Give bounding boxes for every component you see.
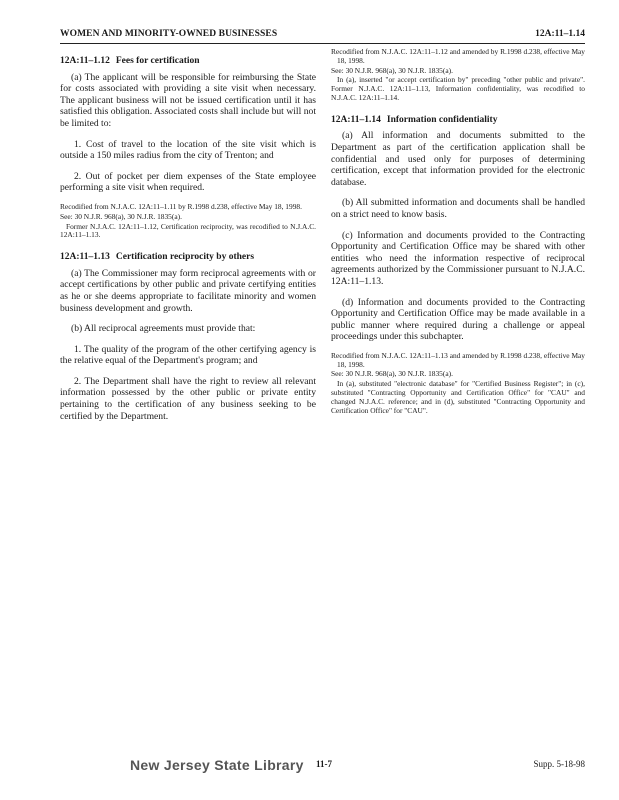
paragraph-c: (c) Information and documents provided to the Contracting Opportunity and Certification Office may be shared with other entities who need the information respective of reciprocal agreements authorized by the Commissioner pursuant to N.J.A.C. 12A:11–1.13. <box>331 229 585 287</box>
section-title: Fees for certification <box>115 56 200 66</box>
section-title: Information confidentiality <box>386 114 498 125</box>
history-note <box>331 48 585 103</box>
list-item-2: 2. Out of pocket per diem expenses of the State employee performing a site visit when required. <box>60 170 316 194</box>
history-note <box>331 352 585 416</box>
history-line: See: 30 N.J.R. 968(a), 30 N.J.R. 1835(a). <box>331 65 453 75</box>
library-stamp: New Jersey State Library <box>130 757 304 773</box>
header-rule <box>60 43 585 44</box>
history-line: Recodified from N.J.A.C. 12A:11–1.11 by R.1998 d.238, effective May 18, 1998. <box>60 201 302 211</box>
section-code: 12A:11–1.13 <box>60 252 110 263</box>
history-line: In (a), inserted "or accept certification by" preceding "other public and private". Former N.J.A.C. 12A:11–1.13, Information confidentiality, was recodified to N.J.A.C. 12A:11–1.14. <box>331 75 585 102</box>
supplement-date: Supp. 5-18-98 <box>533 759 585 769</box>
left-column <box>60 56 316 431</box>
header-section-code: 12A:11–1.14 <box>535 29 585 39</box>
page-number: 11-7 <box>316 759 333 769</box>
section-heading-1-13 <box>60 252 316 264</box>
paragraph-a: (a) The applicant will be responsible for reimbursing the State for costs associated with providing a site visit when necessary. The applicant business will not be issued certification until it has satisfied this obligation. Associated costs shall include but will not be limited to: <box>60 71 316 129</box>
paragraph-d: (d) Information and documents provided to the Contracting Opportunity and Certification Office may be made available in a public manner where required during a challenge or appeal proceedings under this subchapter. <box>331 296 585 343</box>
history-line: Recodified from N.J.A.C. 12A:11–1.13 and amended by R.1998 d.238, effective May 18, 1998. <box>331 350 585 369</box>
section-heading-1-12 <box>60 56 316 68</box>
history-line: See: 30 N.J.R. 968(a), 30 N.J.R. 1835(a). <box>331 369 453 379</box>
history-note <box>60 203 316 240</box>
paragraph-a: (a) All information and documents submitted to the Department as part of the certification application shall be confidential and used only for purposes of determining certification, except that information provided for the electronic database. <box>331 130 585 188</box>
header-title: WOMEN AND MINORITY-OWNED BUSINESSES <box>60 29 278 39</box>
list-item-1: 1. Cost of travel to the location of the site visit which is outside a 150 miles radius from the city of Trenton; and <box>60 138 316 162</box>
section-code: 12A:11–1.14 <box>331 114 381 125</box>
history-line: Former N.J.A.C. 12A:11–1.12, Certification reciprocity, was recodified to N.J.A.C. 12A:11–1.13. <box>60 221 316 240</box>
list-item-1: 1. The quality of the program of the other certifying agency is the relative equal of the Department's program; and <box>60 343 316 367</box>
paragraph-b: (b) All reciprocal agreements must provide that: <box>71 323 256 335</box>
section-heading-1-14 <box>331 115 585 127</box>
right-column <box>331 48 585 427</box>
list-item-2: 2. The Department shall have the right to review all relevant information possessed by the other public or private entity pertaining to the certification of any business seeking to be certified by the Department. <box>60 375 316 422</box>
section-title: Certification reciprocity by others <box>115 252 255 263</box>
history-line: See: 30 N.J.R. 968(a), 30 N.J.R. 1835(a). <box>60 211 182 221</box>
history-line: In (a), substituted "electronic database" for "Certified Business Register"; in (c), substituted "Contracting Opportunity and Certification Office" for "CAU" and changed N.J.A.C. reference; and in (d), substituted "Contracting Opportunity and Certification Office" for "CAU". <box>331 379 585 415</box>
section-code: 12A:11–1.12 <box>60 56 110 66</box>
paragraph-a: (a) The Commissioner may form reciprocal agreements with or accept certifications by other public and private certifying entities as he or she deems appropriate to facilitate minority and women business development and growth. <box>60 267 316 314</box>
paragraph-b: (b) All submitted information and documents shall be handled on a strict need to know basis. <box>331 197 585 220</box>
history-line: Recodified from N.J.A.C. 12A:11–1.12 and amended by R.1998 d.238, effective May 18, 1998. <box>331 47 585 65</box>
